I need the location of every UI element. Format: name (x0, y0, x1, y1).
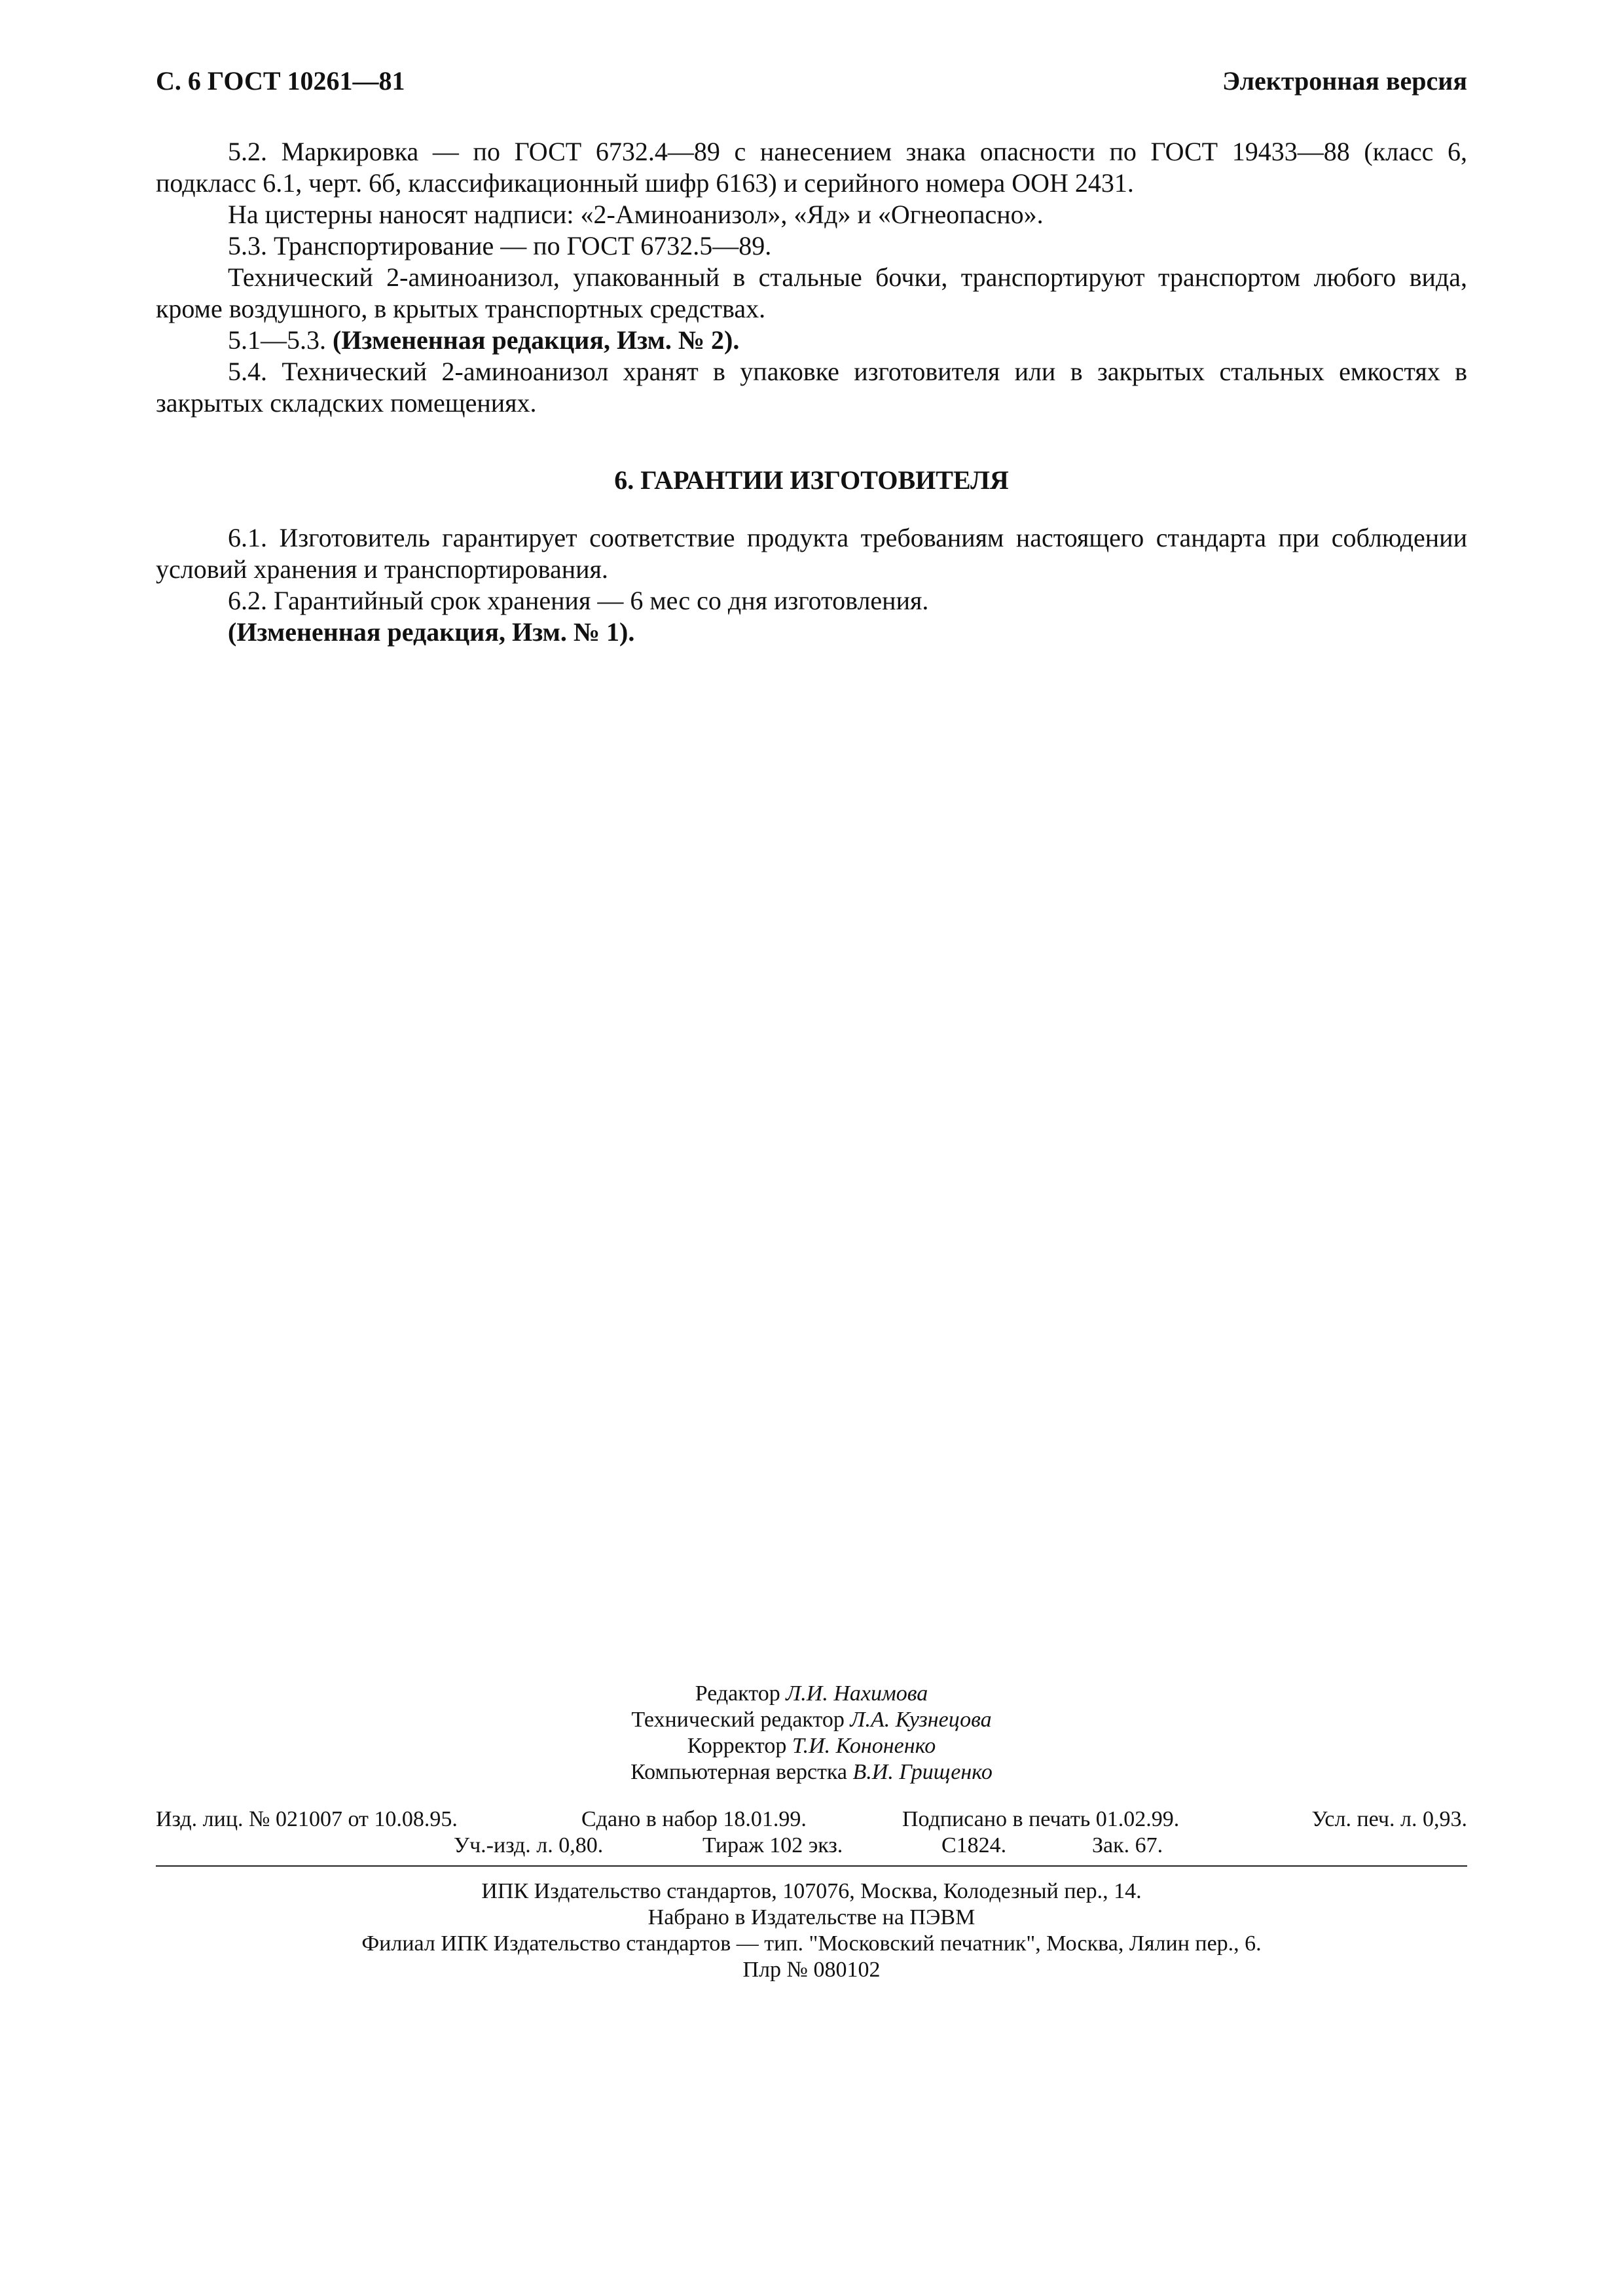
imprint-license: Плр № 080102 (742, 1958, 881, 1982)
editor-line (156, 1681, 1467, 1707)
signed-date: Подписано в печать 01.02.99. (902, 1807, 1180, 1831)
corrector-line (156, 1733, 1467, 1759)
paragraph-5-2: 5.2. Маркировка — по ГОСТ 6732.4—89 с нанесением знака опасности по ГОСТ 19433—88 (класс 6, подкласс 6.1, черт. 6б, классификационный шифр 6163) и серийного номера ООН 2431. (156, 137, 1467, 198)
editor-name: Л.И. Нахимова (786, 1681, 928, 1706)
paragraph-6-1: 6.1. Изготовитель гарантирует соответствие продукта требованиям настоящего стандарта при соблюдении условий хранения и транспортирования. (156, 523, 1467, 584)
main-text (156, 136, 1467, 648)
corrector-label: Корректор (687, 1734, 792, 1758)
section-6-title: 6. ГАРАНТИИ ИЗГОТОВИТЕЛЯ (614, 465, 1009, 495)
paragraph-5-3: 5.3. Транспортирование — по ГОСТ 6732.5—89. (228, 231, 772, 260)
tech-editor-line (156, 1707, 1467, 1733)
editors-block (156, 1681, 1467, 1785)
layout-name: В.И. Грищенко (852, 1760, 993, 1784)
header-version: Электронная версия (1222, 66, 1467, 96)
paragraph-5-2-tanks: На цистерны наносят надписи: «2-Аминоанизол», «Яд» и «Огнеопасно». (228, 200, 1044, 229)
editor-label: Редактор (695, 1681, 786, 1706)
print-code: С1824. (941, 1833, 1007, 1857)
tech-editor-name: Л.А. Кузнецова (850, 1708, 992, 1732)
paragraph-5-1-5-3-amendment (156, 325, 1467, 356)
paragraph-5-4: 5.4. Технический 2-аминоанизол хранят в упаковке изготовителя или в закрытых стальных емкостях в закрытых складских помещениях. (156, 357, 1467, 418)
circulation: Тираж 102 экз. (702, 1833, 843, 1857)
corrector-name: Т.И. Кононенко (792, 1734, 936, 1758)
layout-line (156, 1759, 1467, 1785)
header-page-number: С. 6 ГОСТ 10261—81 (156, 66, 405, 96)
imprint-typeset: Набрано в Издательстве на ПЭВМ (647, 1905, 976, 1929)
amendment-ref: 5.1—5.3. (228, 325, 333, 355)
page-header (156, 65, 1467, 105)
paragraph-6-2: 6.2. Гарантийный срок хранения — 6 мес со дня изготовления. (228, 586, 929, 615)
license-info: Изд. лиц. № 021007 от 10.08.95. (156, 1807, 458, 1831)
edit-sheets: Уч.-изд. л. 0,80. (454, 1833, 604, 1857)
divider-line (156, 1865, 1467, 1867)
imprint-branch: Филиал ИПК Издательство стандартов — тип. "Московский печатник", Москва, Лялин пер., 6. (361, 1931, 1262, 1956)
paragraph-5-3-transport: Технический 2-аминоанизол, упакованный в стальные бочки, транспортируют транспортом любого вида, кроме воздушного, в крытых транспортных средствах. (156, 262, 1467, 323)
amendment-note: (Измененная редакция, Изм. № 2). (333, 325, 740, 355)
paragraph-6-2-amendment: (Измененная редакция, Изм. № 1). (228, 617, 635, 647)
tech-editor-label: Технический редактор (631, 1708, 850, 1732)
layout-label: Компьютерная верстка (630, 1760, 853, 1784)
imprint-publisher: ИПК Издательство стандартов, 107076, Москва, Колодезный пер., 14. (481, 1879, 1142, 1903)
submitted-date: Сдано в набор 18.01.99. (581, 1807, 807, 1831)
imprint-block (156, 1878, 1467, 1983)
order-number: Зак. 67. (1092, 1833, 1163, 1857)
print-sheets: Усл. печ. л. 0,93. (1311, 1807, 1467, 1831)
